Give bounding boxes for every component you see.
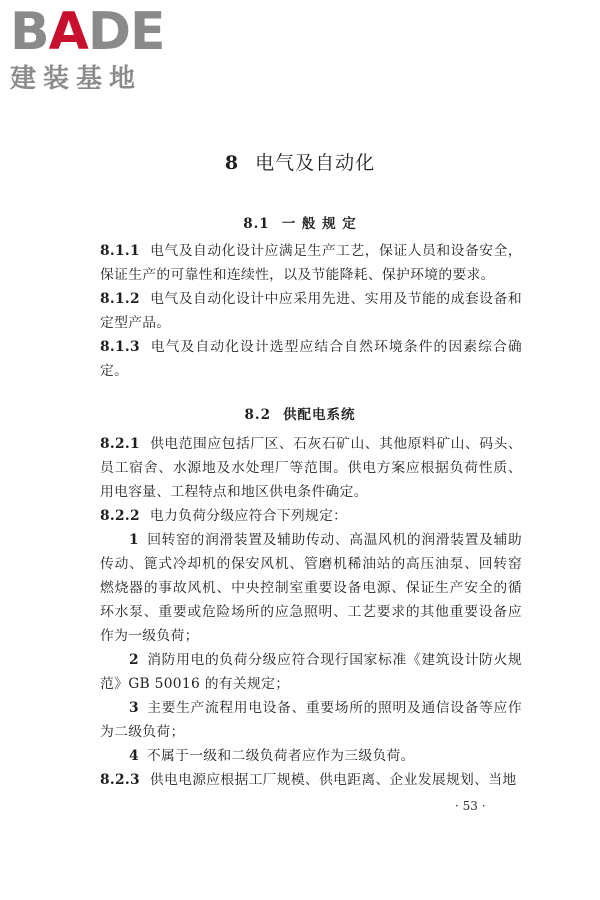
section-8-2-body xyxy=(100,432,522,792)
section-number: 8.2 xyxy=(244,407,271,423)
clause-8-1-3: 8.1.3 电气及自动化设计选型应结合自然环境条件的因素综合确定。 xyxy=(100,339,522,379)
section-title-text: 一 般 规 定 xyxy=(281,216,357,232)
logo-subtitle: 建装基地 xyxy=(10,64,143,94)
section-number: 8.1 xyxy=(243,216,270,232)
section-title-8-2 xyxy=(0,406,600,424)
list-item: 1 回转窑的润滑装置及辅助传动、高温风机的润滑装置及辅助传动、篦式冷却机的保安风机、管磨机稀油站的高压油泵、回转窑燃烧器的事故风机、中央控制室重要设备电源、保证生产安全的循环水泵、重要或危险场所的应急照明、工艺要求的其他重要设备应作为一级负荷； xyxy=(100,532,522,644)
clause-8-1-2: 8.1.2 电气及自动化设计中应采用先进、实用及节能的成套设备和定型产品。 xyxy=(100,291,522,331)
clause-8-2-2: 8.2.2 电力负荷分级应符合下列规定： xyxy=(100,508,348,524)
clause-8-1-1: 8.1.1 电气及自动化设计应满足生产工艺，保证人员和设备安全，保证生产的可靠性和连续性，以及节能降耗、保护环境的要求。 xyxy=(100,243,522,283)
section-8-1-body xyxy=(100,239,522,383)
clause-8-2-3: 8.2.3 供电电源应根据工厂规模、供电距离、企业发展规划、当地 xyxy=(100,772,517,788)
list-item: 2 消防用电的负荷分级应符合现行国家标准《建筑设计防火规范》GB 50016 的有关规定； xyxy=(100,652,522,692)
chapter-title xyxy=(0,151,600,175)
list-item: 3 主要生产流程用电设备、重要场所的照明及通信设备等应作为二级负荷； xyxy=(100,700,522,740)
section-title-text: 供配电系统 xyxy=(283,407,356,423)
chapter-title-text: 电气及自动化 xyxy=(255,152,376,174)
list-item: 4 不属于一级和二级负荷者应作为三级负荷。 xyxy=(129,748,415,764)
section-title-8-1 xyxy=(0,215,600,233)
logo-wordmark: BADE xyxy=(10,2,165,62)
page-number: · 53 · xyxy=(455,799,486,813)
bade-logo xyxy=(10,4,190,96)
clause-8-2-1: 8.2.1 供电范围应包括厂区、石灰石矿山、其他原料矿山、码头、员工宿舍、水源地及水处理厂等范围。供电方案应根据负荷性质、用电容量、工程特点和地区供电条件确定。 xyxy=(100,436,522,500)
chapter-number: 8 xyxy=(224,152,240,174)
